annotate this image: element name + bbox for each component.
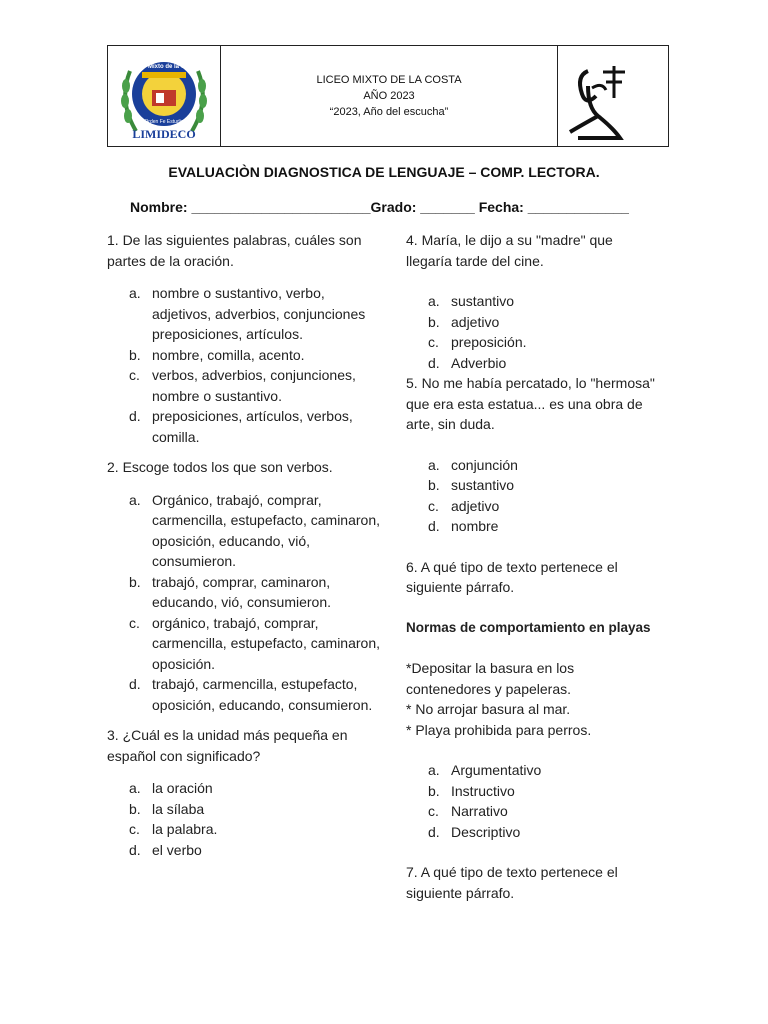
option-letter: b. [428, 477, 440, 493]
option [406, 332, 656, 353]
school-logo-icon [108, 46, 220, 146]
left-column [107, 230, 387, 870]
school-logo-cell [108, 46, 221, 146]
question-6-line-2: * No arrojar basura al mar. [406, 701, 571, 717]
spacer [406, 638, 656, 658]
question-3: 3. ¿Cuál es la unidad más pequeña en español con significado? [107, 727, 348, 764]
option-letter: c. [129, 821, 140, 837]
question-2-options [107, 490, 387, 716]
option-letter: d. [428, 354, 440, 371]
question-7: 7. A qué tipo de texto pertenece el siguiente párrafo. [406, 864, 618, 901]
option [406, 455, 656, 476]
logo-text: LIMIDECO [132, 127, 196, 141]
option-text: adjetivo [451, 497, 500, 514]
option [406, 496, 656, 517]
option-letter: c. [129, 367, 140, 383]
option-text: nombre, comilla, acento. [152, 346, 305, 363]
option-letter: b. [129, 800, 141, 817]
option [107, 345, 387, 366]
option-text: conjunción [451, 456, 518, 473]
option-text: preposición. [451, 334, 527, 350]
option-text: trabajó, comprar, caminaron, educando, vió, consumieron. [152, 573, 331, 610]
option [107, 572, 387, 613]
option [406, 801, 656, 822]
spacer [406, 537, 656, 557]
option-text: verbos, adverbios, conjunciones, nombre o sustantivo. [152, 367, 356, 404]
option [107, 490, 387, 572]
option-letter: c. [428, 803, 439, 819]
option-text: Narrativo [451, 803, 508, 819]
option-letter: b. [129, 346, 141, 363]
option-letter: d. [428, 518, 440, 534]
praying-figure-icon [558, 46, 666, 146]
question-5-options [406, 455, 656, 537]
option-letter: a. [129, 285, 141, 301]
option-letter: d. [428, 823, 440, 840]
option-letter: c. [129, 614, 140, 631]
school-year: AÑO 2023 [363, 90, 415, 102]
school-motto: “2023, Año del escucha” [329, 106, 449, 118]
question-6: 6. A qué tipo de texto pertenece el siguiente párrafo. [406, 558, 618, 595]
school-info [221, 46, 558, 146]
option-text: Descriptivo [451, 823, 521, 840]
school-name: LICEO MIXTO DE LA COSTA [316, 74, 462, 86]
header-table [107, 45, 669, 147]
option-text: trabajó, carmencilla, estupefacto, oposición, educando, consumieron. [152, 676, 373, 713]
exam-title: EVALUACIÒN DIAGNOSTICA DE LENGUAJE – COMP. LECTORA. [168, 164, 600, 180]
question-1: 1. De las siguientes palabras, cuáles son partes de la oración. [107, 232, 362, 269]
option-letter: d. [129, 408, 141, 424]
option-text: Instructivo [451, 782, 515, 799]
option [406, 475, 656, 496]
option-text: orgánico, trabajó, comprar, carmencilla, estupefacto, caminaron, oposición. [152, 614, 380, 672]
option [406, 822, 656, 843]
option-letter: c. [428, 497, 439, 514]
question-6-line-3: * Playa prohibida para perros. [406, 721, 592, 738]
option-text: sustantivo [451, 477, 515, 493]
option-letter: a. [428, 456, 440, 473]
option [107, 406, 387, 447]
option-text: Adverbio [451, 354, 507, 371]
question-6-options [406, 760, 656, 842]
option [406, 781, 656, 802]
option-letter: a. [428, 293, 440, 309]
option-text: nombre o sustantivo, verbo, adjetivos, adverbios, conjunciones preposiciones, artículos. [152, 285, 366, 342]
option-text: preposiciones, artículos, verbos, comilla. [152, 408, 353, 445]
option-text: la palabra. [152, 821, 218, 837]
option-text: el verbo [152, 841, 202, 858]
logo-ring-text: Liceo Mixto de la Costa [130, 64, 198, 70]
option-letter: b. [428, 313, 440, 330]
option-text: sustantivo [451, 293, 515, 309]
spacer [406, 842, 656, 862]
question-5: 5. No me había percatado, lo "hermosa" que era esta estatua... es una obra de arte, sin duda. [406, 375, 655, 432]
option [107, 365, 387, 406]
option [406, 312, 656, 333]
option-letter: b. [129, 573, 141, 590]
student-fields: Nombre: _______________________Grado: _______ Fecha: _____________ [130, 199, 629, 215]
option [406, 760, 656, 781]
option-text: Argumentativo [451, 762, 542, 778]
option-letter: a. [129, 780, 141, 796]
praying-figure-logo-cell [558, 46, 668, 146]
option-letter: b. [428, 782, 440, 799]
option-text: nombre [451, 518, 499, 534]
option [406, 516, 656, 537]
option-letter: a. [129, 491, 141, 508]
option-letter: d. [129, 676, 141, 692]
spacer [406, 598, 656, 618]
option-text: la oración [152, 780, 213, 796]
question-2: 2. Escoge todos los que son verbos. [107, 459, 333, 475]
logo-ring-text-2: Orden Fe Estudio [144, 119, 184, 125]
option [406, 291, 656, 312]
option-text: adjetivo [451, 313, 500, 330]
option-letter: a. [428, 762, 440, 778]
option [107, 819, 387, 840]
question-4-options [406, 291, 656, 373]
question-6-heading: Normas de comportamiento en playas [406, 619, 651, 635]
option-letter: c. [428, 334, 439, 350]
option [406, 353, 656, 374]
option-text: la sílaba [152, 800, 205, 817]
option [107, 840, 387, 861]
option [107, 674, 387, 715]
option [107, 283, 387, 345]
question-1-options [107, 283, 387, 447]
question-4: 4. María, le dijo a su "madre" que llegaría tarde del cine. [406, 232, 613, 269]
question-6-line-1: *Depositar la basura en los contenedores y papeleras. [406, 660, 575, 697]
right-column [406, 230, 656, 903]
question-3-options [107, 778, 387, 860]
option [107, 613, 387, 675]
option [107, 778, 387, 799]
option-text: Orgánico, trabajó, comprar, carmencilla, estupefacto, caminaron, oposición, educando, vió, consumieron. [152, 491, 380, 569]
option-letter: d. [129, 841, 141, 858]
option [107, 799, 387, 820]
